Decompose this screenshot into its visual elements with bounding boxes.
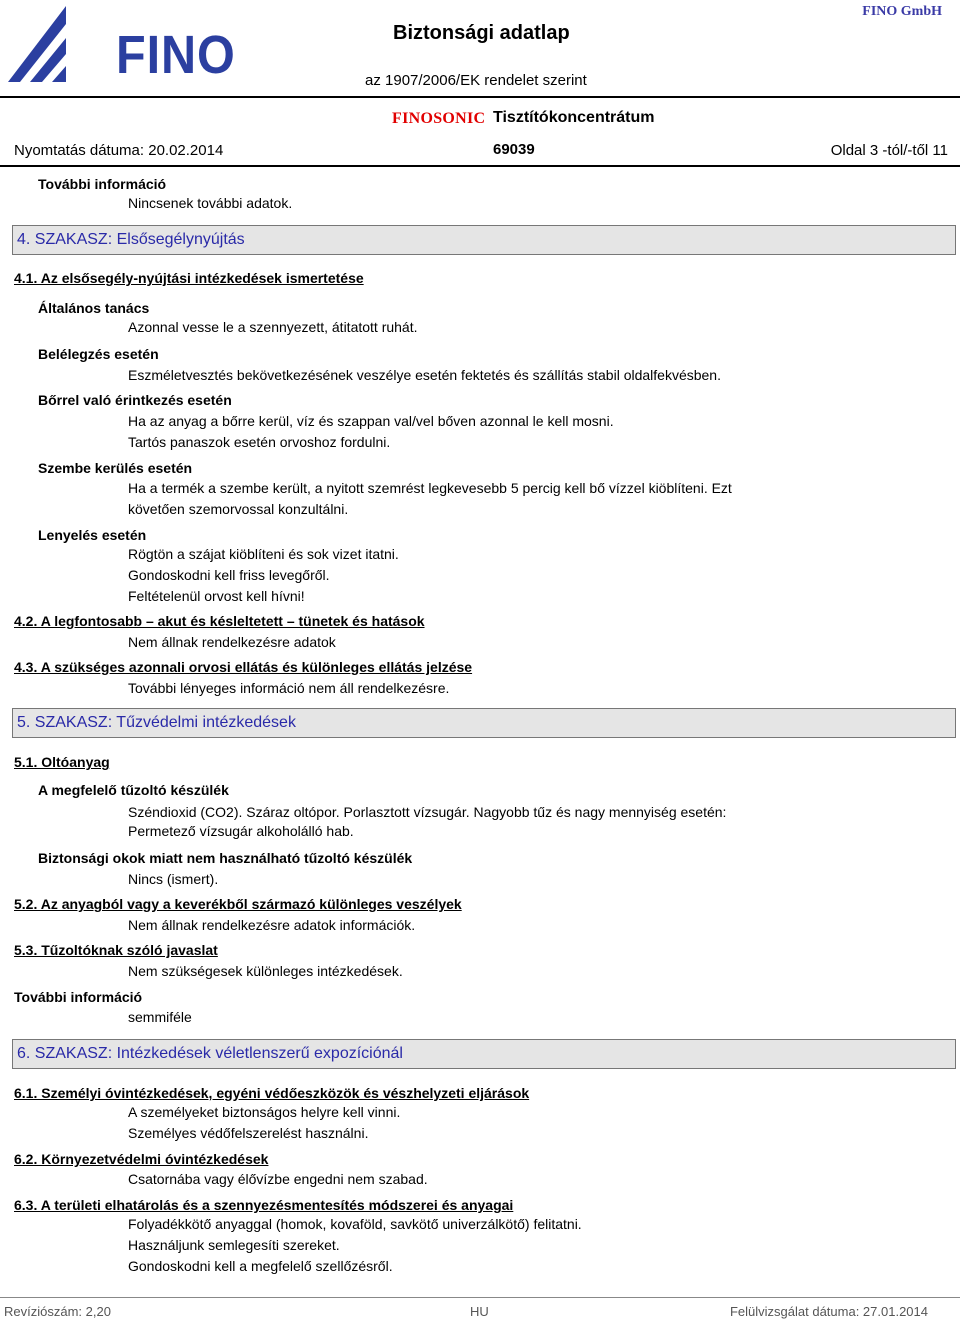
heading-6-3-text-2: Használjunk semlegesíti szereket. [128,1237,340,1253]
heading-5-3: 5.3. Tűzoltóknak szóló javaslat [14,942,218,958]
header-rule-top [0,96,960,98]
further-info-5-label: További információ [14,989,143,1005]
skin-contact-label: Bőrrel való érintkezés esetén [38,392,232,408]
section-6-header: 6. SZAKASZ: Intézkedések véletlenszerű expozíciónál [12,1039,956,1069]
skin-contact-text-1: Ha az anyag a bőrre kerül, víz és szappan val/vel bőven azonnal le kell mosni. [128,413,614,429]
heading-5-3-text: Nem szükségesek különleges intézkedések. [128,963,403,979]
brand-name: FINOSONIC [392,110,486,127]
eye-contact-text-1: Ha a termék a szembe került, a nyitott szemrést legkevesebb 5 percig kell bő vízzel kiöblíteni. Ezt [128,480,732,496]
further-info-5-text: semmiféle [128,1009,192,1025]
suitable-extinguisher-label: A megfelelő tűzoltó készülék [38,782,229,798]
heading-4-3-text: További lényeges információ nem áll rendelkezésre. [128,680,450,696]
section-4-header: 4. SZAKASZ: Elsősegélynyújtás [12,225,956,255]
ingestion-text-3: Feltételenül orvost kell hívni! [128,588,305,604]
product-number: 69039 [493,141,535,158]
print-date: Nyomtatás dátuma: 20.02.2014 [14,142,224,159]
further-info-text: Nincsenek további adatok. [128,195,293,211]
ingestion-label: Lenyelés esetén [38,527,147,543]
heading-4-2: 4.2. A legfontosabb – akut és késleltetett – tünetek és hatások [14,613,425,629]
heading-5-1: 5.1. Oltóanyag [14,754,110,770]
further-info-label: További információ [38,176,167,192]
heading-4-1: 4.1. Az elsősegély-nyújtási intézkedések ismertetése [14,270,364,286]
eye-contact-label: Szembe kerülés esetén [38,460,193,476]
header-rule-bottom [0,165,960,167]
heading-6-3-text-1: Folyadékkötő anyaggal (homok, kovaföld, savkötő univerzálkötő) felitatni. [128,1216,582,1232]
document-subtitle: az 1907/2006/EK rendelet szerint [365,72,587,89]
heading-4-3: 4.3. A szükséges azonnali orvosi ellátás és különleges ellátás jelzése [14,659,473,675]
inhalation-text: Eszméletvesztés bekövetkezésének veszélye esetén fektetés és szállítás stabil oldalfekvésben. [128,367,721,383]
unsuitable-extinguisher-label: Biztonsági okok miatt nem használható tűzoltó készülék [38,850,413,866]
general-advice-text: Azonnal vesse le a szennyezett, átitatott ruhát. [128,319,418,335]
unsuitable-extinguisher-text: Nincs (ismert). [128,871,219,887]
heading-6-2: 6.2. Környezetvédelmi óvintézkedések [14,1151,269,1167]
footer-rule [0,1297,960,1298]
heading-6-2-text: Csatornába vagy élővízbe engedni nem szabad. [128,1171,428,1187]
heading-6-1: 6.1. Személyi óvintézkedések, egyéni védőeszközök és vészhelyzeti eljárások [14,1085,530,1101]
revision-number: Revíziószám: 2,20 [4,1304,111,1319]
heading-4-2-text: Nem állnak rendelkezésre adatok [128,634,336,650]
heading-6-1-text-1: A személyeket biztonságos helyre kell vinni. [128,1104,401,1120]
suitable-extinguisher-text-2: Permetező vízsugár alkoholálló hab. [128,823,354,839]
ingestion-text-2: Gondoskodni kell friss levegőről. [128,567,330,583]
page-info: Oldal 3 -tól/-től 11 [830,142,948,159]
general-advice-label: Általános tanács [38,300,150,316]
heading-5-2: 5.2. Az anyagból vagy a keverékből származó különleges veszélyek [14,896,462,912]
review-date: Felülvizsgálat dátuma: 27.01.2014 [729,1304,928,1319]
heading-5-2-text: Nem állnak rendelkezésre adatok információk. [128,917,416,933]
fino-logo [6,2,236,86]
logo-text: FINO [116,25,236,85]
heading-6-3: 6.3. A területi elhatárolás és a szennyezésmentesítés módszerei és anyagai [14,1197,514,1213]
section-5-header: 5. SZAKASZ: Tűzvédelmi intézkedések [12,708,956,738]
document-title: Biztonsági adatlap [393,22,570,44]
heading-6-3-text-3: Gondoskodni kell a megfelelő szellőzésről. [128,1258,393,1274]
eye-contact-text-2: követően szemorvossal konzultálni. [128,501,349,517]
ingestion-text-1: Rögtön a szájat kiöblíteni és sok vizet itatni. [128,546,399,562]
inhalation-label: Belélegzés esetén [38,346,159,362]
product-name: Tisztítókoncentrátum [493,109,655,126]
company-name: FINO GmbH [862,4,942,19]
language-code: HU [470,1304,489,1319]
skin-contact-text-2: Tartós panaszok esetén orvoshoz fordulni. [128,434,391,450]
suitable-extinguisher-text-1: Széndioxid (CO2). Száraz oltópor. Porlasztott vízsugár. Nagyobb tűz és nagy mennyiség esetén: [128,804,727,820]
heading-6-1-text-2: Személyes védőfelszerelést használni. [128,1125,369,1141]
